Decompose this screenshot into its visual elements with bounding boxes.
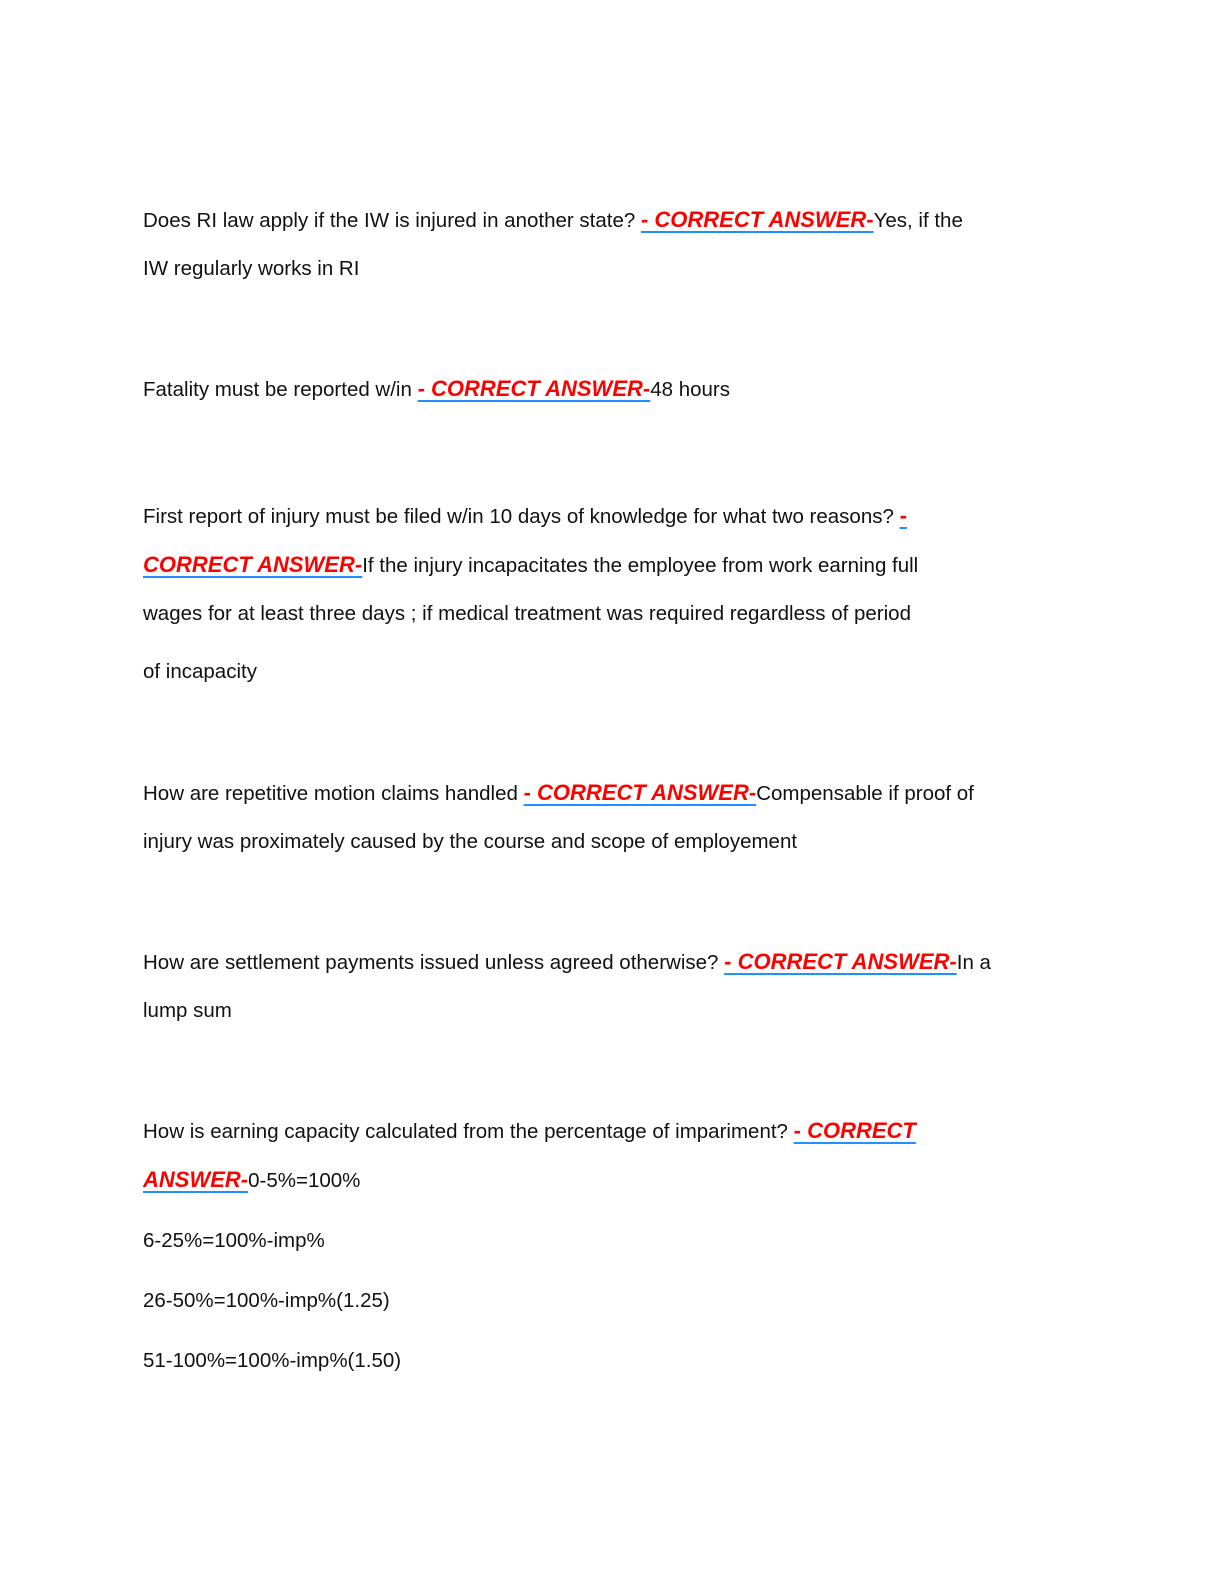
qa-item-4: [143, 769, 1083, 866]
correct-answer-marker: - CORRECT ANSWER-: [523, 780, 757, 805]
qa-line: [143, 196, 1083, 245]
answer-text: 0-5%=100%: [248, 1169, 361, 1192]
correct-answer-marker: - CORRECT ANSWER-: [724, 949, 957, 974]
qa-line: [143, 1107, 1083, 1156]
qa-item-6: [143, 1107, 1083, 1385]
qa-line: [143, 492, 1083, 541]
correct-answer-marker: - CORRECT ANSWER-: [640, 207, 874, 232]
answer-text: of incapacity: [143, 660, 257, 683]
formula-line: 6-25%=100%-imp%: [143, 1229, 325, 1252]
answer-text: injury was proximately caused by the course and scope of employement: [143, 830, 798, 853]
qa-item-2: [143, 365, 1083, 414]
correct-answer-marker: -: [899, 503, 907, 528]
qa-line: [143, 938, 1083, 987]
question-text: How are settlement payments issued unless agreed otherwise?: [143, 951, 725, 974]
answer-text: 48 hours: [650, 378, 730, 401]
qa-item-1: [143, 196, 1083, 293]
answer-text: wages for at least three days ; if medical treatment was required regardless of period: [143, 602, 911, 625]
qa-line: [143, 1156, 1083, 1205]
qa-line: [143, 365, 1083, 414]
question-text: How is earning capacity calculated from the percentage of impariment?: [143, 1120, 794, 1143]
formula-line: 26-50%=100%-imp%(1.25): [143, 1289, 390, 1312]
question-text: Fatality must be reported w/in: [143, 378, 418, 401]
qa-item-3: [143, 492, 1083, 696]
qa-line: [143, 541, 1083, 590]
answer-text: In a: [956, 951, 991, 974]
correct-answer-marker: - CORRECT: [793, 1118, 916, 1143]
answer-text: IW regularly works in RI: [143, 257, 360, 280]
correct-answer-marker: ANSWER-: [143, 1167, 249, 1192]
answer-text: If the injury incapacitates the employee from work earning full: [362, 554, 919, 577]
answer-text: Yes, if the: [873, 209, 963, 232]
correct-answer-marker: - CORRECT ANSWER-: [417, 376, 651, 401]
qa-item-5: [143, 938, 1083, 1035]
question-text: First report of injury must be filed w/in 10 days of knowledge for what two reasons?: [143, 505, 900, 528]
correct-answer-marker: CORRECT ANSWER-: [143, 552, 363, 577]
formula-line: 51-100%=100%-imp%(1.50): [143, 1349, 402, 1372]
question-text: How are repetitive motion claims handled: [143, 782, 524, 805]
qa-line: [143, 769, 1083, 818]
question-text: Does RI law apply if the IW is injured in another state?: [143, 209, 641, 232]
answer-text: Compensable if proof of: [756, 782, 974, 805]
answer-text: lump sum: [143, 999, 232, 1022]
